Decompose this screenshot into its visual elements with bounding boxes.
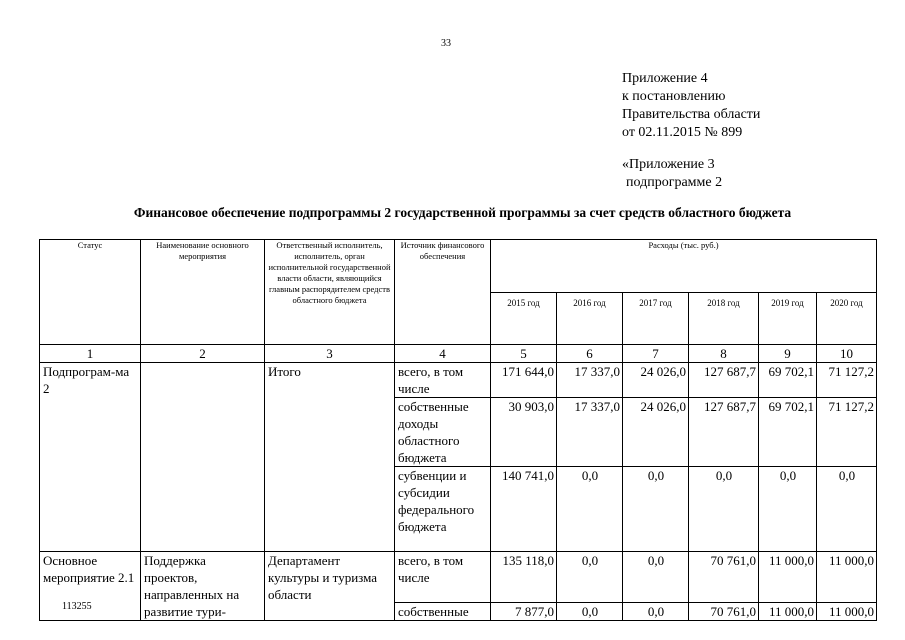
header-year: 2017 год (623, 293, 689, 345)
column-number: 4 (395, 345, 491, 363)
column-number: 8 (689, 345, 759, 363)
table-row (40, 363, 877, 398)
header-year: 2015 год (491, 293, 557, 345)
column-number: 7 (623, 345, 689, 363)
row-executor: Итого (265, 363, 395, 552)
cell-value: 171 644,0 (491, 363, 557, 398)
cell-value: 0,0 (557, 603, 623, 621)
header-year: 2019 год (759, 293, 817, 345)
column-number: 10 (817, 345, 877, 363)
cell-value: 71 127,2 (817, 398, 877, 467)
appendix-line: к постановлению (622, 89, 726, 104)
page-number: 33 (441, 38, 451, 49)
header-executor: Ответственный исполнитель, исполнитель, орган исполнительной государственной власти области, являющийся главным распорядителем средств областного бюджета (265, 240, 395, 345)
row-status: Подпрограм-ма 2 (40, 363, 141, 552)
column-number-row (40, 345, 877, 363)
row-status: Основное мероприятие 2.1 (40, 552, 141, 621)
cell-value: 0,0 (759, 467, 817, 552)
row-source: всего, в том числе (395, 363, 491, 398)
header-measure: Наименование основного мероприятия (141, 240, 265, 345)
cell-value: 0,0 (817, 467, 877, 552)
cell-value: 0,0 (623, 552, 689, 603)
row-measure (141, 363, 265, 552)
cell-value: 70 761,0 (689, 552, 759, 603)
cell-value: 7 877,0 (491, 603, 557, 621)
document-title: Финансовое обеспечение подпрограммы 2 государственной программы за счет средств областного бюджета (133, 205, 792, 220)
cell-value: 69 702,1 (759, 398, 817, 467)
appendix-subline: подпрограмме 2 (626, 175, 723, 190)
column-number: 3 (265, 345, 395, 363)
cell-value: 11 000,0 (817, 552, 877, 603)
cell-value: 17 337,0 (557, 398, 623, 467)
appendix-line: Правительства области (622, 107, 761, 122)
row-measure: Поддержка проектов, направленных на развитие тури- (141, 552, 265, 621)
cell-value: 127 687,7 (689, 398, 759, 467)
table-row (40, 552, 877, 603)
cell-value: 71 127,2 (817, 363, 877, 398)
cell-value: 11 000,0 (817, 603, 877, 621)
footer-code: 113255 (62, 601, 92, 612)
row-source: субвенции и субсидии федерального бюджета (395, 467, 491, 552)
cell-value: 11 000,0 (759, 603, 817, 621)
appendix-line: Приложение 4 (622, 71, 708, 86)
cell-value: 24 026,0 (623, 398, 689, 467)
header-status: Статус (40, 240, 141, 345)
cell-value: 0,0 (689, 467, 759, 552)
cell-value: 70 761,0 (689, 603, 759, 621)
cell-value: 30 903,0 (491, 398, 557, 467)
row-source: собственные (395, 603, 491, 621)
header-year: 2016 год (557, 293, 623, 345)
cell-value: 135 118,0 (491, 552, 557, 603)
cell-value: 127 687,7 (689, 363, 759, 398)
column-number: 1 (40, 345, 141, 363)
cell-value: 0,0 (623, 467, 689, 552)
cell-value: 0,0 (557, 552, 623, 603)
appendix-line: от 02.11.2015 № 899 (622, 125, 743, 140)
finance-table (39, 239, 877, 621)
cell-value: 24 026,0 (623, 363, 689, 398)
appendix-block (622, 70, 842, 192)
column-number: 5 (491, 345, 557, 363)
cell-value: 0,0 (557, 467, 623, 552)
cell-value: 11 000,0 (759, 552, 817, 603)
appendix-subline: «Приложение 3 (622, 157, 715, 172)
row-source: всего, в том числе (395, 552, 491, 603)
column-number: 2 (141, 345, 265, 363)
header-year: 2018 год (689, 293, 759, 345)
row-executor: Департамент культуры и туризма области (265, 552, 395, 621)
cell-value: 69 702,1 (759, 363, 817, 398)
header-expenses: Расходы (тыс. руб.) (491, 240, 877, 293)
header-year: 2020 год (817, 293, 877, 345)
header-source: Источник финансового обеспечения (395, 240, 491, 345)
column-number: 9 (759, 345, 817, 363)
cell-value: 0,0 (623, 603, 689, 621)
column-number: 6 (557, 345, 623, 363)
cell-value: 140 741,0 (491, 467, 557, 552)
row-source: собственные доходы областного бюджета (395, 398, 491, 467)
cell-value: 17 337,0 (557, 363, 623, 398)
